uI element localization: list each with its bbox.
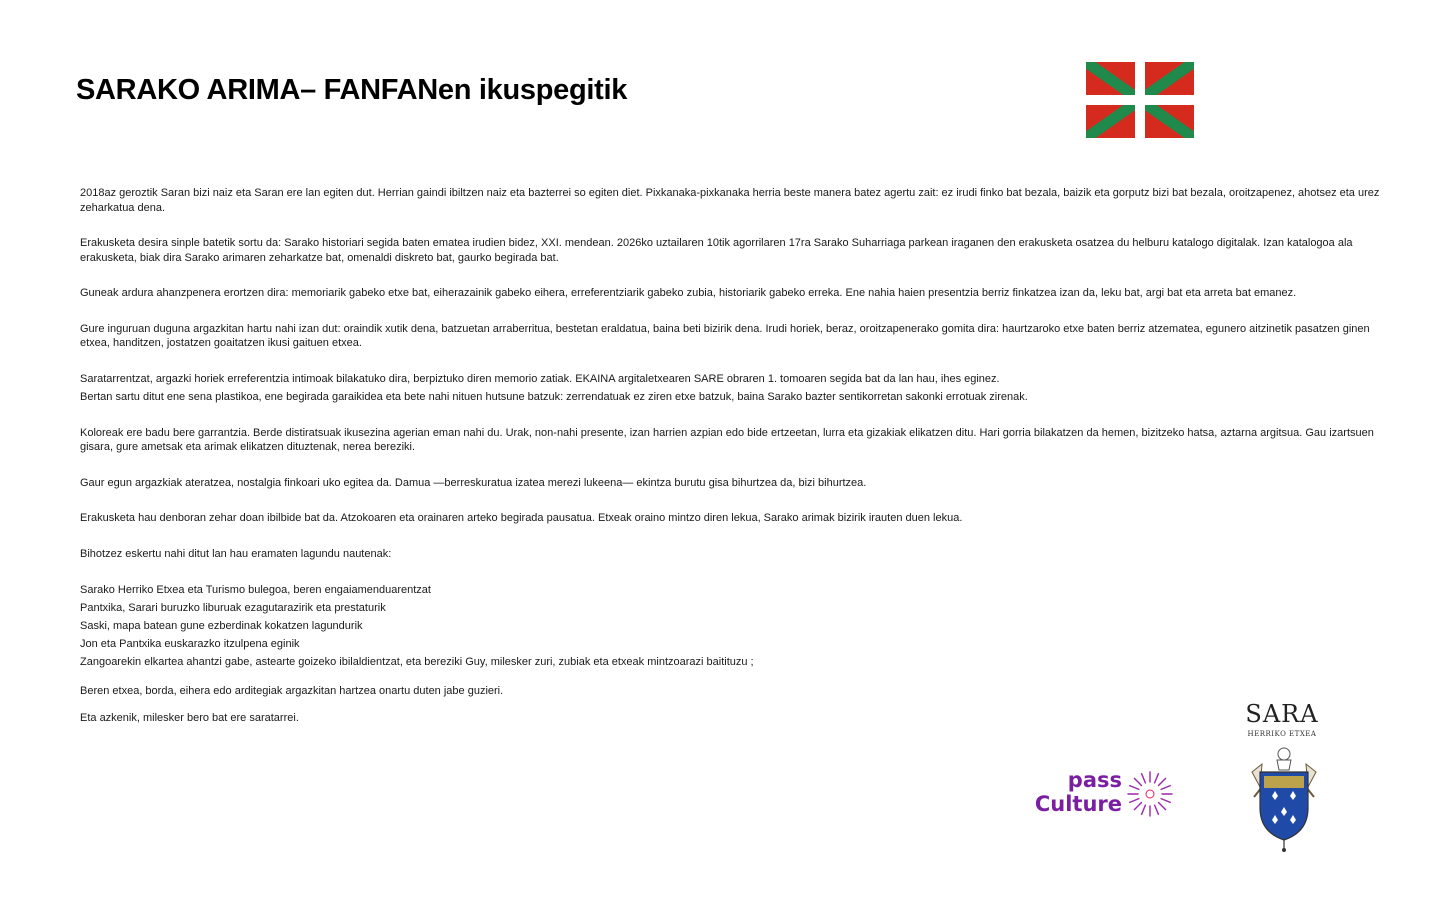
list-item: Saski, mapa batean gune ezberdinak kokatzen lagundurik bbox=[80, 620, 363, 632]
list-item: Zangoarekin elkartea ahantzi gabe, astearte goizeko ibilaldientzat, eta bereziki Guy, milesker zuri, zubiak eta etxeak mintzoarazi baitituzu ; bbox=[80, 656, 754, 668]
paragraph: Saratarrentzat, argazki horiek erreferentzia intimoak bilakatuko dira, berpiztuko diren memorio zatiak. EKAINA argitaletxearen SARE obraren 1. tomoaren segida bat da lan hau, ihes eginez. bbox=[80, 372, 1000, 385]
thanks-intro: Bihotzez eskertu nahi ditut lan hau eramaten lagundu nautenak: bbox=[80, 547, 392, 560]
pass-culture-wordmark bbox=[1032, 768, 1122, 816]
coat-of-arms-icon bbox=[1244, 742, 1324, 852]
paragraph: Erakusketa desira sinple batetik sortu da: Sarako historiari segida baten ematea irudien bidez, XXI. mendean. 2026ko uztailaren 10tik agorrilaren 17ra Sarako Suharriaga parkean iraganen den erakusketa osatzea du helburu katalogo digitalak. Izan katalogoa ala erakusketa, biak dira Sarako arimaren zeharkatze bat, omenaldi diskreto bat, gaurko begirada bat. bbox=[80, 237, 1353, 264]
pass-word: pass bbox=[1067, 768, 1122, 792]
sara-herriko-etxea-logo bbox=[1240, 700, 1330, 855]
paragraph: 2018az geroztik Saran bizi naiz eta Saran ere lan egiten dut. Herrian gaindi ibiltzen naiz eta bazterrei so egiten diet. Pixkanaka-pixkanaka herria beste manera batez agertu zait: ez irudi finko bat bezala, baizik eta gorputz bizi bat bezala, oroitzapenez, ahotsez eta urez zeharkatua dena. bbox=[80, 187, 1380, 214]
paragraph: Koloreak ere badu bere garrantzia. Berde distiratsuak ikusezina agerian eman nahi du. Urak, non-nahi presente, izan harrien azpian edo bide ertzeetan, lurra eta gizakiak elikatzen ditu. Hari gorria bilakatzen da hemen, bizitzeko hatsa, aztarna argitsua. Gau izartsuen gisara, gure ametsak eta arimak elikatzen dituztenak, nerea bereziki. bbox=[80, 426, 1374, 453]
owners-thanks: Beren etxea, borda, eihera edo arditegiak argazkitan hartzea onartu duten jabe guzieri. bbox=[80, 684, 504, 697]
page-title: SARAKO ARIMA– FANFANen ikuspegitik bbox=[76, 74, 628, 106]
sara-subtitle: HERRIKO ETXEA bbox=[1247, 730, 1317, 738]
closing-thanks: Eta azkenik, milesker bero bat ere saratarrei. bbox=[80, 712, 299, 724]
text-body bbox=[80, 186, 1395, 726]
thanks-list bbox=[80, 583, 1395, 670]
list-item: Jon eta Pantxika euskarazko itzulpena eginik bbox=[80, 638, 300, 650]
sunburst-icon bbox=[1124, 768, 1176, 820]
list-item: Sarako Herriko Etxea eta Turismo bulegoa, beren engaiamenduarentzat bbox=[80, 584, 431, 596]
paragraph: Bertan sartu ditut ene sena plastikoa, ene begirada garaikidea eta bete nahi nituen hutsune batzuk: zerrendatuak ez ziren etxe batzuk, baina Sarako bazter sentikorretan sakonki errotuak zirenak. bbox=[80, 391, 1028, 403]
paragraph: Gaur egun argazkiak ateratzea, nostalgia finkoari uko egitea da. Damua —berreskuratua izatea merezi lukeena— ekintza burutu gisa bihurtzea da, bizi bihurtzea. bbox=[80, 476, 867, 489]
basque-flag-icon bbox=[1086, 62, 1194, 143]
paragraph: Erakusketa hau denboran zehar doan ibilbide bat da. Atzokoaren eta orainaren arteko begirada pausatua. Etxeak oraino mintzo diren lekua, Sarako arimak bizirik irauten duen lekua. bbox=[80, 512, 963, 524]
paragraph: Guneak ardura ahanzpenera erortzen dira: memoriarik gabeko etxe bat, eiherazainik gabeko eihera, erreferentziarik gabeko zubia, historiarik gabeko erreka. Ene nahia haien presentzia berriz finkatzea izan da, leku bat, argi bat eta arreta bat emanez. bbox=[80, 287, 1297, 299]
list-item: Pantxika, Sarari buruzko liburuak ezagutarazirik eta prestaturik bbox=[80, 602, 386, 614]
culture-word: Culture bbox=[1034, 792, 1122, 816]
sara-wordmark: SARA bbox=[1245, 700, 1319, 728]
paragraph: Gure inguruan duguna argazkitan hartu nahi izan dut: oraindik xutik dena, batzuetan arraberritua, bestetan eraldatua, baina beti bizirik dena. Irudi horiek, beraz, oroitzapenerako gomita dira: haurtzaroko etxe baten berriz atzematea, egunero aitzinetik pasatzen ginen etxea, handitzen, jostatzen goaitatzen ikusi gaituen etxea. bbox=[80, 322, 1370, 349]
pass-culture-logo bbox=[1032, 768, 1182, 824]
